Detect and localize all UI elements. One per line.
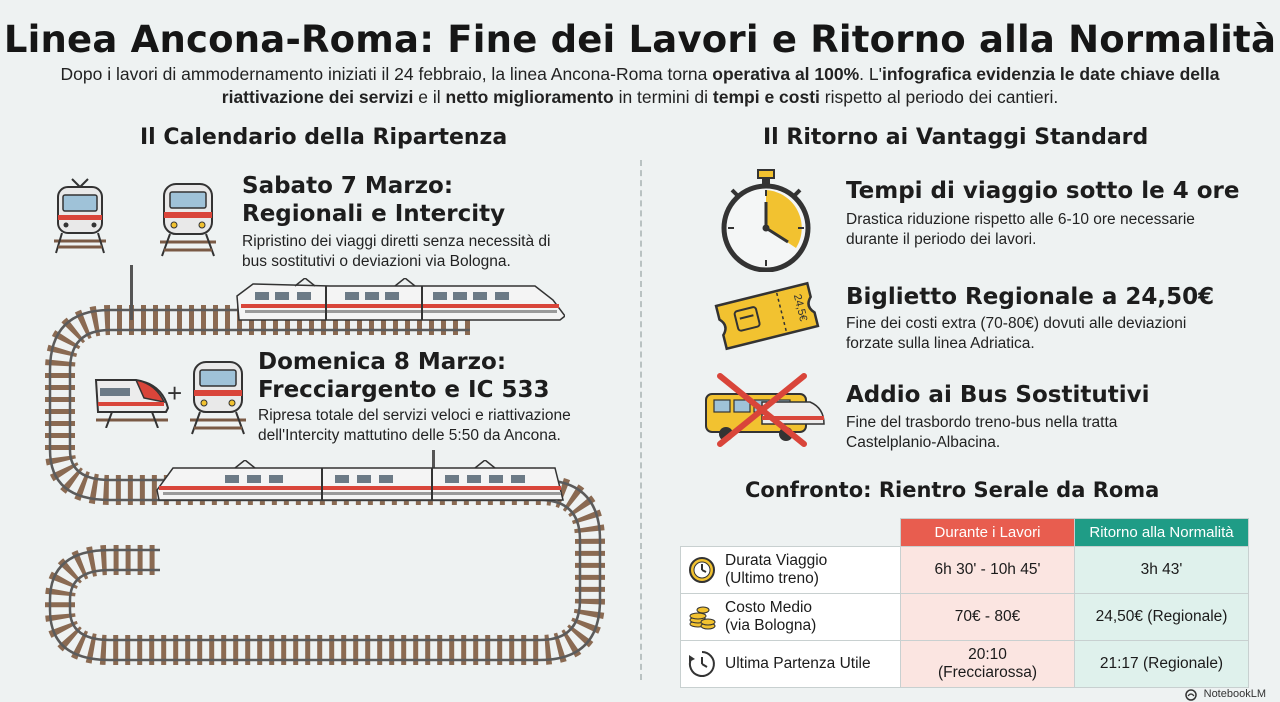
train-illustration: [155, 460, 565, 508]
event-services: Frecciargento e IC 533: [258, 377, 550, 403]
table-corner: [681, 519, 901, 547]
intercity-train-icon: [188, 358, 248, 436]
intro-bold: tempi e costi: [712, 87, 820, 107]
cell-during-works: 6h 30' - 10h 45': [901, 547, 1075, 594]
coins-icon: [687, 602, 717, 632]
event-desc-line: dell'Intercity mattutino delle 5:50 da Ancona.: [258, 427, 561, 444]
comparison-title: Confronto: Rientro Serale da Roma: [745, 478, 1160, 502]
table-row: [681, 547, 1249, 594]
ticket-price-text: 24,5€: [790, 292, 810, 323]
benefit-title: Tempi di viaggio sotto le 4 ore: [846, 178, 1240, 204]
benefit-desc-line: Castelplanio-Albacina.: [846, 434, 1001, 451]
event-description: [258, 406, 571, 446]
event-desc-line: Ripristino dei viaggi diretti senza necessità di: [242, 233, 551, 250]
cell-line: 20:10: [968, 646, 1007, 663]
column-header-during-works: Durante i Lavori: [901, 519, 1075, 547]
row-label: [681, 594, 901, 641]
departure-clock-icon: [687, 649, 717, 679]
high-speed-train-icon: [92, 370, 170, 428]
row-label-line: (via Bologna): [725, 617, 817, 634]
regional-train-icon: [158, 180, 218, 258]
event-desc-line: bus sostitutivi o deviazioni via Bologna.: [242, 253, 511, 270]
regional-train-icon: [52, 175, 107, 255]
section-divider: [640, 160, 642, 680]
stopwatch-icon: [718, 168, 814, 272]
table-row: [681, 594, 1249, 641]
intro-part: e il: [413, 87, 446, 107]
calendar-section-title: Il Calendario della Ripartenza: [140, 125, 508, 150]
row-label-line: Durata Viaggio: [725, 552, 828, 569]
cell-during-works: 70€ - 80€: [901, 594, 1075, 641]
plus-sign: +: [167, 378, 183, 408]
intro-part: rispetto al periodo dei cantieri.: [819, 87, 1059, 107]
event-desc-line: Ripresa totale del servizi veloci e riattivazione: [258, 407, 571, 424]
intro-bold: netto miglioramento: [445, 87, 614, 107]
row-label-line: Ultima Partenza Utile: [725, 655, 871, 672]
row-label: [681, 547, 901, 594]
cell-normal: 24,50€ (Regionale): [1075, 594, 1249, 641]
benefit-description: [846, 210, 1195, 250]
notebooklm-logo-icon: [1185, 689, 1197, 701]
benefit-description: [846, 314, 1186, 354]
event-date: Domenica 8 Marzo:: [258, 349, 507, 375]
comparison-table: [680, 518, 1249, 688]
page-title: Linea Ancona-Roma: Fine dei Lavori e Ritorno alla Normalità: [3, 18, 1277, 61]
event-title: [258, 348, 550, 404]
benefit-desc-line: Fine del trasbordo treno-bus nella tratta: [846, 414, 1118, 431]
event-title: [242, 172, 505, 228]
event-date: Sabato 7 Marzo:: [242, 173, 454, 199]
intro-part: in termini di: [613, 87, 713, 107]
intro-part: Dopo i lavori di ammodernamento iniziati il 24 febbraio, la linea Ancona-Roma torna: [60, 64, 713, 84]
benefit-desc-line: durante il periodo dei lavori.: [846, 231, 1037, 248]
column-header-normal: Ritorno alla Normalità: [1075, 519, 1249, 547]
row-label-line: Costo Medio: [725, 599, 813, 616]
intro-part: . L': [859, 64, 882, 84]
intro-bold: operativa al 100%: [712, 64, 860, 84]
cell-during-works: [901, 641, 1075, 688]
row-label: [681, 641, 901, 688]
event-services: Regionali e Intercity: [242, 201, 506, 227]
benefit-description: [846, 413, 1117, 453]
ticket-icon: [712, 276, 822, 356]
benefit-desc-line: Fine dei costi extra (70-80€) dovuti alle deviazioni: [846, 315, 1187, 332]
train-illustration: [235, 278, 565, 328]
benefit-title: Biglietto Regionale a 24,50€: [846, 284, 1215, 310]
table-row: [681, 641, 1249, 688]
brand-label: NotebookLM: [1203, 688, 1266, 700]
cell-normal: 21:17 (Regionale): [1075, 641, 1249, 688]
intro-text: [40, 63, 1240, 109]
clock-icon: [687, 555, 717, 585]
benefit-desc-line: Drastica riduzione rispetto alle 6-10 ore necessarie: [846, 211, 1195, 228]
benefit-desc-line: forzate sulla linea Adriatica.: [846, 335, 1035, 352]
crossed-bus-icon: [702, 372, 826, 448]
cell-normal: 3h 43': [1075, 547, 1249, 594]
benefit-title: Addio ai Bus Sostitutivi: [846, 382, 1150, 408]
row-label-line: (Ultimo treno): [725, 570, 819, 587]
event-description: [242, 232, 550, 272]
benefits-section-title: Il Ritorno ai Vantaggi Standard: [763, 125, 1149, 150]
cell-line: (Frecciarossa): [937, 664, 1038, 681]
intro-bold: infografica evidenzia le date chiave della riattivazione dei servizi: [221, 64, 1220, 107]
